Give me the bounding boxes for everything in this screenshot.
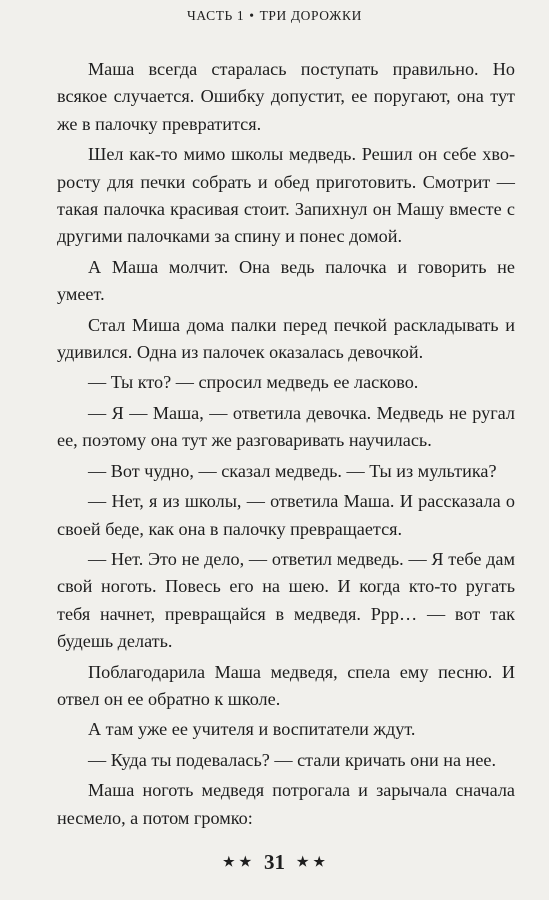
body-text <box>57 56 515 835</box>
paragraph-12: — Куда ты подевалась? — стали кричать они на нее. <box>88 749 497 770</box>
paragraph-4: Стал Миша дома палки перед печкой раскладывать и удивился. Одна из палочек оказалась девочкой. <box>57 314 515 363</box>
paragraph-3: А Маша молчит. Она ведь палочка и говорить не умеет. <box>57 256 515 305</box>
paragraph-6: — Я — Маша, — ответила девочка. Медведь не ругал ее, поэтому она тут же разговаривать научилась. <box>57 402 515 451</box>
part-label: ЧАСТЬ 1 <box>187 8 245 23</box>
paragraph-11: А там уже ее учителя и воспитатели ждут. <box>88 719 416 740</box>
paragraph-13: Маша ноготь медведя потрогала и зарычала сначала несмело, а потом громко: <box>57 780 515 828</box>
paragraph-5: — Ты кто? — спросил медведь ее ласково. <box>88 372 419 393</box>
paragraph-8: — Нет, я из школы, — ответила Маша. И рассказала о своей беде, как она в палочку превращается. <box>57 491 515 539</box>
running-header <box>0 8 549 24</box>
paragraph-9: — Нет. Это не дело, — ответил медведь. — Я тебе дам свой ноготь. Повесь его на шею. И когда кто-то ругать тебя начнет, превращайся в медведя. Ррр… — вот так будешь делать. <box>57 548 515 652</box>
paragraph-2: Шел как-то мимо школы медведь. Решил он себе хворосту для печки собрать и обед приготовить. Смотрит — такая палочка красивая стоит. Запихнул он Машу вместе с другими палочками за спину и понес домой. <box>57 144 515 247</box>
header-separator: • <box>249 8 255 23</box>
paragraph-10: Поблагодарила Маша медведя, спела ему песню. И отвел он ее обратно к школе. <box>57 661 515 709</box>
chapter-title: ТРИ ДОРОЖКИ <box>259 8 362 23</box>
left-star-ornament: ★ ✭ <box>222 854 252 870</box>
paragraph-1: Маша всегда старалась поступать правильно. Но всякое случается. Ошибку допустит, ее поругают, она тут же в палочку превратится. <box>57 59 515 134</box>
page-number: 31 <box>264 849 285 874</box>
right-star-ornament: ✭ ★ <box>297 854 327 870</box>
page-footer <box>0 848 549 875</box>
paragraph-7: — Вот чудно, — сказал медведь. — Ты из мультика? <box>88 460 497 481</box>
